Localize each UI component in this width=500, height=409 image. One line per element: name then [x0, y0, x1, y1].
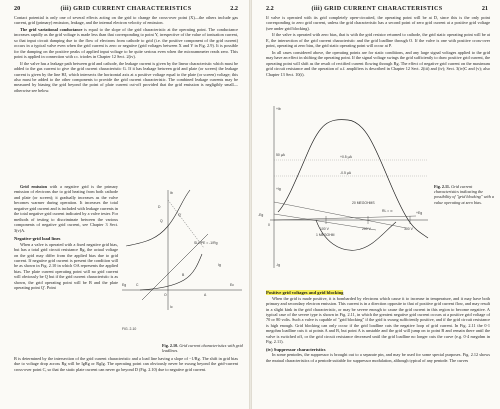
graph-label-o: O	[164, 293, 167, 297]
graph-label-minus-eg: -Eg	[258, 213, 264, 217]
bottom-paragraph: B is determined by the intersection of the grid current characteristic and a load line having a slope of −1/Rg. The shift in grid bias due to voltage drop across Rg will be IgRg or RgIg. The operating point can obviously never be swung beyond the grid-current cross-over point C, so that the static plate current can never go beyond D (Fig. 2.10) due to negative grid current.	[14, 356, 238, 372]
left-running-header	[14, 4, 238, 13]
figure-code: FIG. 2-10	[122, 327, 137, 331]
open-circuit-paragraph: If valve is operated with its grid completely open-circuited, the operating point will be at D, since this is the only point corresponding to zero grid current, unless the grid characteristic has a second point of zero grid current at a positive grid voltage (see under grid blocking).	[266, 15, 490, 31]
figure-2-10	[118, 186, 246, 340]
figure-2-11-caption: Fig. 2.11. Grid current characteristics indicating the possibility of "grid blocking" with a value operating at zero bias.	[434, 184, 494, 205]
figure-2-11	[256, 100, 432, 272]
left-running-head: (iii) GRID CURRENT CHARACTERISTICS	[60, 5, 192, 12]
graph-label-origin: 0	[268, 223, 270, 227]
right-top-text	[266, 15, 490, 78]
graph-label-b: B	[182, 273, 185, 277]
left-column-text	[14, 184, 118, 292]
conductance-paragraph: The grid variational conductance is equal to the slope of the grid characteristic at the operating point. The conductance increases rapidly as the grid voltage is made less than that corresponding to point Y, irrespective of the value of ionisation current, so that input circuit damping due to the flow of electrons from cathode to grid (i.e. the positive component of the grid current) occurs in a typical valve even when the grid current is zero or negative (grid voltages between X and Y in Fig. 2.9). It is possible for the damping on the positive peaks of applied input voltage to be quite serious even when the microammeter reads zero. This point is applied in connection with r.c. triodes in Chapter 12 Sect. 2(iv).	[14, 26, 239, 60]
graph-label-ib: Ib	[170, 191, 173, 195]
negative-load-lines-paragraph: When a valve is operated with a fixed negative grid bias, but has a total grid circuit resistance Rg, the actual voltage on the grid may differ from the applied bias due to grid current. If negative grid current is present the condition will be as shown in Fig. 2.10 in which OA represents the applied bias. The plate current operating point will no grid current will obviously be Q but if the grid current characteristic is as shown, the grid operating point will be B and the plate operating point Q'. Point	[14, 241, 118, 291]
graph-label-eg: Eg	[122, 283, 127, 287]
left-top-text	[14, 15, 238, 94]
right-running-header	[266, 4, 488, 13]
figure-2-10-caption: Fig. 2.10. Grid current characteristics with grid leadlines.	[162, 343, 243, 354]
suppressor-paragraph: In some pentodes, the suppressor is brought out to a separate pin, and may be used for some special purposes. Fig. 2.12 shows the mutual characteristics of a pentode suitable for suppressor modulation, although typical of any pentode. The curves	[266, 352, 490, 363]
graph-label-100v: 100 V	[320, 227, 329, 231]
graph-label-200v: 200 V	[362, 227, 371, 231]
right-running-head: (iii) GRID CURRENT CHARACTERISTICS	[311, 5, 443, 12]
graph-label-c: C	[136, 283, 139, 287]
graph-label-plus-eg: +Eg	[416, 211, 423, 215]
graph-label-plus-ig: +Ig	[276, 187, 281, 191]
graph-label-20-megohms: 20 MEGOHMS	[352, 201, 375, 205]
graph-label-slope: SLOPE = -1/Rg	[194, 241, 218, 245]
graph-label-50-ua: 50 μA	[276, 153, 285, 157]
leakage-paragraph: If the valve has a leakage path between grid and cathode, the leakage current is given by the linear characteristic which must be added to the gas current to give the grid current characteristic G. If it has leakage between grid and plate (or screen) the leakage current is given by the line HJ, which intersects the horizontal axis at a positive voltage equal to the plate (or screen) voltage; this also must be added to the other components to provide the grid current characteristic. The combined leakage currents may be measured by biasing the grid beyond the point of plate current cut-off provided that the grid emission is negligibly small—otherwise see below.	[14, 60, 238, 93]
left-page-number: 20	[14, 5, 21, 12]
right-page-number: 21	[481, 5, 488, 12]
graph-label-ic: Ic	[170, 305, 173, 309]
graph-label-minus-ig: -Ig	[276, 263, 280, 267]
graph-label-q: Q	[160, 219, 163, 223]
graph-label-q-prime: Q'	[178, 213, 182, 217]
left-section-number: 2.2	[230, 5, 238, 12]
right-section-number: 2.2	[266, 5, 274, 12]
right-page	[252, 0, 500, 409]
graph-label-ec: Ec	[230, 283, 234, 287]
graph-label-d: D	[158, 205, 161, 209]
positive-grid-heading: Positive grid voltages and grid blocking	[266, 290, 344, 295]
grid-current-curve	[140, 254, 202, 290]
graph-label-minus-half-ua: -0.5 μA	[340, 171, 351, 175]
loadline-20-megohms	[274, 202, 406, 228]
graph-label-a: A	[204, 293, 207, 297]
signal-swing-paragraph: In all cases considered above, the operating points are for static conditions, and any large signal voltages applied to the grid may have an effect in shifting the operating point. If the signal voltage swings the grid sufficiently to draw positive grid current, the operating point will shift as the result of rectified current flowing through Rg. The effect of negative grid current on the maximum grid circuit resistance and the operation of a.f. amplifiers is described in Chapter 12 Sect. 2(iii) and (iv); Sect. 3(iv)C and (v); also Chapter 13 Sect. 10(i).	[266, 49, 490, 77]
left-bottom-text	[14, 356, 238, 373]
loadline-infinite	[274, 216, 416, 220]
grid-blocking-paragraph: When the grid is made positive, it is bombarded by electrons which cause it to increase in temperature, and it may have both primary and secondary electron emission. This current is in a direction opposite to that of positive grid current flow, and may result in a slight kink in the grid characteristic, or may be severe enough to cause the grid current in this region to become negative. A typical case of the severe type is shown in Fig. 2.11, in which the greatest negative grid current occurs at a positive grid voltage of 70 or 80 volts. Such a valve is capable of "grid blocking" if the grid is swung sufficiently positive, and if the grid circuit resistance is high enough. Grid blocking can only occur if the grid loadline cuts the negative loop of grid current. In Fig. 2.11 the 0·1 megohm loadline cuts it at points A and B, but point A is unstable and the grid will jump on to point B and remain there until the valve is switched off, or the grid circuit resistance decreased until the grid loadline no longer cuts the curve (e.g. 0·4 megohm in Fig. 2.11).	[266, 295, 490, 345]
negative-load-lines-heading: Negative-grid load lines	[14, 236, 61, 242]
graph-label-rl-infinite: RL = ∞	[382, 209, 393, 213]
graph-label-1-megohm: 1 MEGOHM	[316, 233, 335, 237]
graph-label-300v: 300 V	[404, 227, 413, 231]
graph-label-plus-ib: +Ib	[276, 107, 281, 111]
graph-label-plus-half-ua: +0.5 μA	[340, 155, 352, 159]
suppressor-heading: (iv) Suppressor characteristics	[266, 346, 326, 352]
emission-paragraph: Grid emission with a negative grid is the primary emission of electrons due to grid heating from both cathode and plate (or screen); it gradually increases as the valve becomes warmer during operation. It increases the total negative grid current and is included with leakage currents in the total negative grid current indicated by a valve tester. For methods of testing to discriminate between the various components of negative grid current, see Chapter 3 Sect. 3(v)A.	[14, 184, 118, 233]
intro-paragraph: Contact potential is only one of several effects acting on the grid to change the cross-over point (X)—the others include gas current, grid (primary) emission, leakage, and the internal electron velocity of emission.	[14, 15, 238, 26]
right-bottom-text	[266, 290, 490, 364]
zero-bias-paragraph: If the valve is operated with zero bias, that is with the grid resistor returned to cathode, the grid static operating point will be at E, the intersection of the grid current characteristic and the grid loadline through O. If the valve is one with positive cross-over point, operating at zero bias, the grid static operating point will occur at P.	[266, 32, 490, 49]
graph-label-ig: Ig	[218, 263, 221, 267]
plate-characteristic	[126, 190, 190, 246]
